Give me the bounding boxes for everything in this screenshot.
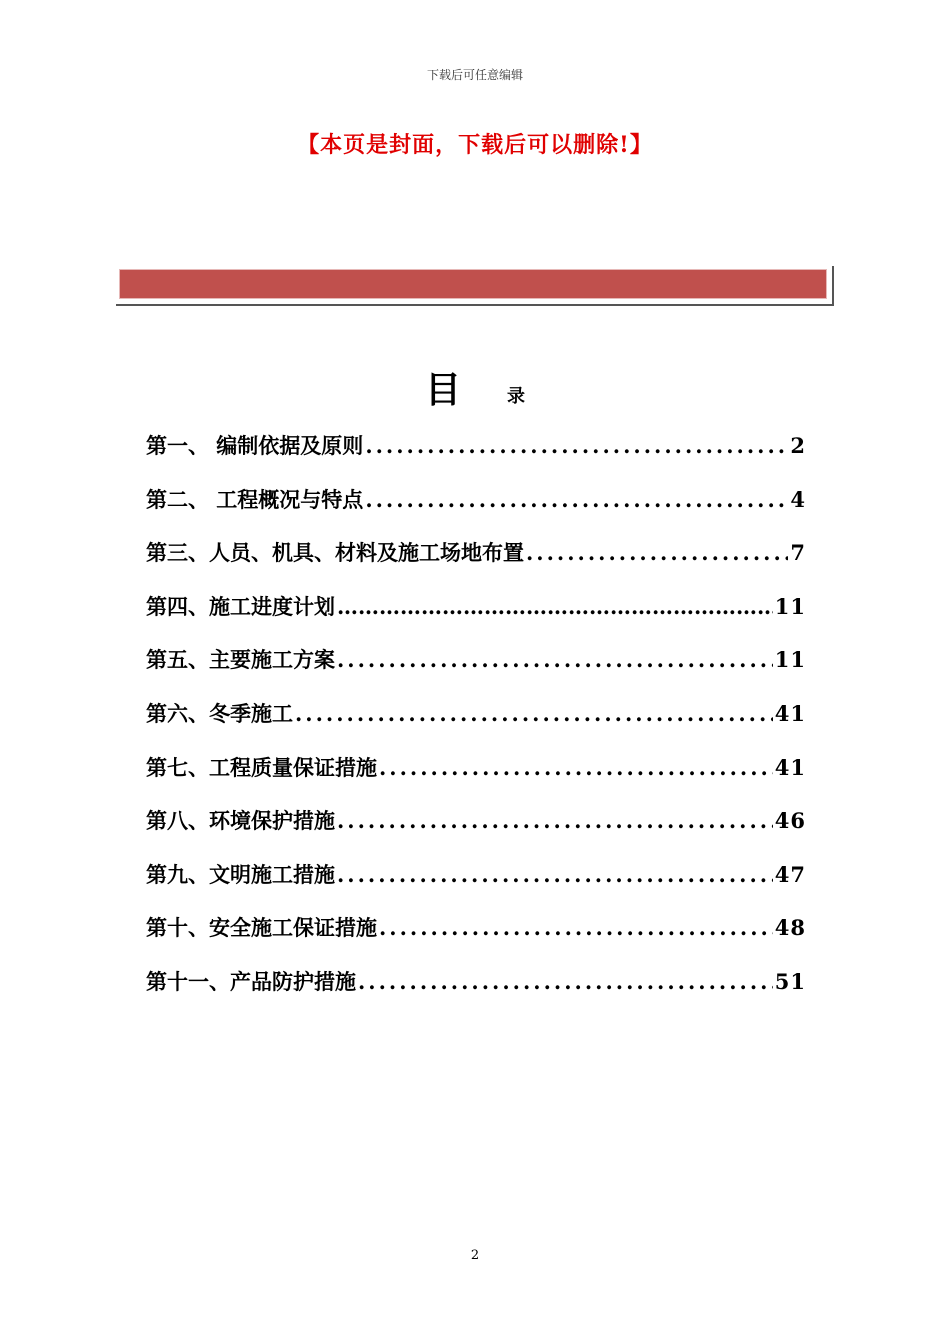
toc-leader-dots	[379, 915, 773, 940]
toc-leader-dots	[365, 487, 788, 512]
toc-entry[interactable]	[146, 698, 806, 752]
toc-entry[interactable]	[146, 591, 806, 645]
toc-entry-label: 第四、施工进度计划	[146, 593, 335, 619]
decorative-banner	[116, 266, 834, 306]
toc-leader-dots	[358, 969, 773, 994]
toc-entry-label: 第十、安全施工保证措施	[146, 915, 377, 941]
toc-leader-dots	[337, 594, 773, 619]
toc-leader-dots	[337, 808, 773, 833]
banner-bar	[119, 269, 827, 299]
toc-entry-page: 7	[790, 540, 806, 566]
toc-entry-page: 41	[774, 754, 806, 780]
toc-entry-label: 第九、文明施工措施	[146, 861, 335, 887]
toc-leader-dots	[365, 433, 788, 458]
toc-entry-page: 47	[774, 861, 806, 887]
toc-entry-page: 4	[790, 486, 806, 512]
toc-entry[interactable]	[146, 644, 806, 698]
toc-entry-label: 第七、工程质量保证措施	[146, 754, 377, 780]
toc-leader-dots	[526, 540, 788, 565]
toc-entry-label: 第十一、产品防护措施	[146, 968, 356, 994]
toc-leader-dots	[379, 755, 773, 780]
toc-entry-label: 第六、冬季施工	[146, 700, 293, 726]
page-number: 2	[470, 1248, 480, 1263]
toc-entry-page: 48	[774, 915, 806, 941]
toc-leader-dots	[337, 862, 773, 887]
toc-entry-page: 2	[790, 433, 806, 458]
toc-entry-label: 第一、 编制依据及原则	[146, 433, 364, 458]
toc-entry-page: 11	[774, 647, 806, 673]
toc-entry-page: 51	[774, 968, 806, 994]
toc-entry[interactable]	[146, 537, 806, 591]
toc-entry[interactable]	[146, 752, 806, 806]
toc-entry[interactable]	[146, 484, 806, 538]
table-of-contents	[146, 430, 806, 1020]
toc-title-sub: 录	[507, 386, 525, 407]
toc-leader-dots	[295, 701, 773, 726]
toc-leader-dots	[337, 647, 773, 672]
cover-notice: 【本页是封面，下载后可以删除!】	[297, 132, 653, 158]
toc-entry[interactable]	[146, 430, 806, 484]
toc-entry-label: 第八、环境保护措施	[146, 808, 335, 834]
toc-entry-page: 41	[774, 700, 806, 726]
toc-entry[interactable]	[146, 859, 806, 913]
toc-entry-page: 11	[774, 593, 806, 619]
toc-title-main: 目	[424, 369, 461, 411]
toc-entry[interactable]	[146, 966, 806, 1020]
toc-entry[interactable]	[146, 912, 806, 966]
toc-entry-label: 第三、人员、机具、材料及施工场地布置	[146, 540, 524, 566]
header-note: 下载后可任意编辑	[426, 68, 523, 82]
toc-entry-label: 第二、 工程概况与特点	[146, 486, 364, 512]
toc-entry-page: 46	[774, 808, 806, 834]
toc-title	[0, 362, 950, 413]
toc-entry-label: 第五、主要施工方案	[146, 647, 335, 673]
toc-entry[interactable]	[146, 805, 806, 859]
